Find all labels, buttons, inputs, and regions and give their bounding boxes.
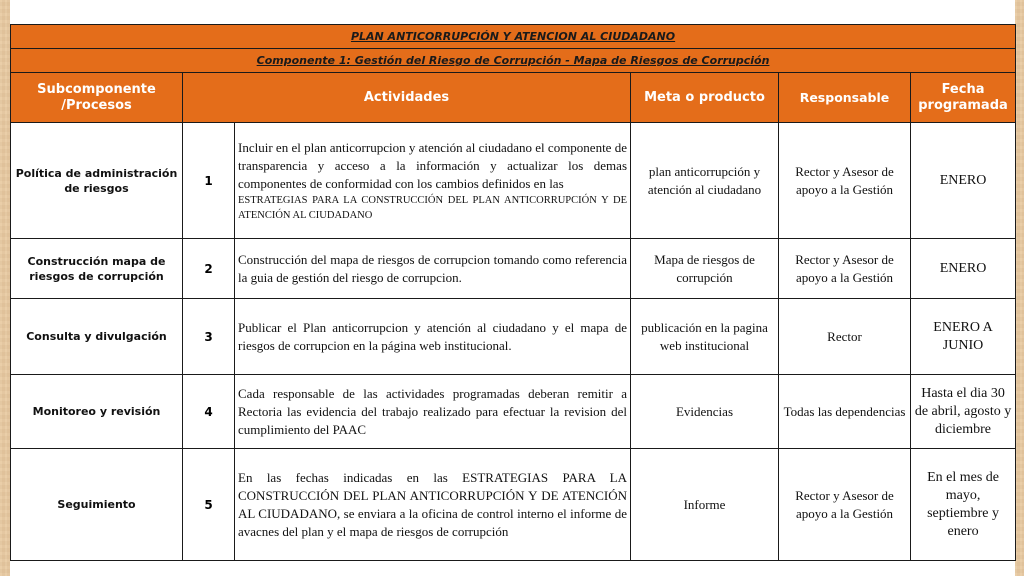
row-responsable: Rector y Asesor de apoyo a la Gestión bbox=[779, 239, 911, 299]
plan-title: PLAN ANTICORRUPCIÓN Y ATENCION AL CIUDADANO bbox=[11, 25, 1016, 49]
component-subtitle: Componente 1: Gestión del Riesgo de Corrupción - Mapa de Riesgos de Corrupción bbox=[11, 49, 1016, 73]
row-activity-caps: ESTRATEGIAS PARA LA CONSTRUCCIÓN DEL PLAN ANTICORRUPCIÓN Y DE ATENCIÓN AL CIUDADANO bbox=[238, 194, 627, 221]
col-header-actividades: Actividades bbox=[183, 73, 631, 123]
col-header-meta: Meta o producto bbox=[631, 73, 779, 123]
row-responsable: Rector y Asesor de apoyo a la Gestión bbox=[779, 449, 911, 561]
row-activity: Publicar el Plan anticorrupcion y atención al ciudadano y el mapa de riesgos de corrupcion en la página web institucional. bbox=[235, 299, 631, 375]
table-row bbox=[11, 299, 1016, 375]
row-process: Construcción mapa de riesgos de corrupción bbox=[11, 239, 183, 299]
row-number: 1 bbox=[183, 123, 235, 239]
anticorruption-plan-table bbox=[10, 24, 1016, 561]
row-number: 3 bbox=[183, 299, 235, 375]
row-responsable: Rector y Asesor de apoyo a la Gestión bbox=[779, 123, 911, 239]
table-row bbox=[11, 375, 1016, 449]
row-process: Monitoreo y revisión bbox=[11, 375, 183, 449]
row-activity bbox=[235, 123, 631, 239]
document-sheet bbox=[10, 0, 1015, 576]
table-row bbox=[11, 123, 1016, 239]
row-responsable: Todas las dependencias bbox=[779, 375, 911, 449]
table-row bbox=[11, 239, 1016, 299]
row-fecha: ENERO bbox=[911, 123, 1016, 239]
row-process: Consulta y divulgación bbox=[11, 299, 183, 375]
row-fecha: ENERO bbox=[911, 239, 1016, 299]
row-responsable: Rector bbox=[779, 299, 911, 375]
row-number: 2 bbox=[183, 239, 235, 299]
row-meta: Informe bbox=[631, 449, 779, 561]
row-activity: Construcción del mapa de riesgos de corrupcion tomando como referencia la guia de gestión del riesgo de corrupcion. bbox=[235, 239, 631, 299]
row-number: 5 bbox=[183, 449, 235, 561]
row-meta: Evidencias bbox=[631, 375, 779, 449]
row-meta: publicación en la pagina web institucional bbox=[631, 299, 779, 375]
row-process: Política de administración de riesgos bbox=[11, 123, 183, 239]
col-header-responsable: Responsable bbox=[779, 73, 911, 123]
table-row bbox=[11, 449, 1016, 561]
row-fecha: ENERO A JUNIO bbox=[911, 299, 1016, 375]
row-activity-text: Incluir en el plan anticorrupcion y atención al ciudadano el componente de transparencia y acceso a la información y actualizar los demas componentes de conformidad con los cambios definidos en las bbox=[238, 139, 627, 191]
row-activity: Cada responsable de las actividades programadas deberan remitir a Rectoria las evidencia del trabajo realizado para efectuar la revision del cumplimiento del PAAC bbox=[235, 375, 631, 449]
row-meta: plan anticorrupción y atención al ciudadano bbox=[631, 123, 779, 239]
row-activity: En las fechas indicadas en las ESTRATEGIAS PARA LA CONSTRUCCIÓN DEL PLAN ANTICORRUPCIÓN Y DE ATENCIÓN AL CIUDADANO, se enviara a la oficina de control interno el informe de avacnes del plan y el mapa de riesgos de corrupción bbox=[235, 449, 631, 561]
row-process: Seguimiento bbox=[11, 449, 183, 561]
col-header-subcomponente: Subcomponente /Procesos bbox=[11, 73, 183, 123]
row-number: 4 bbox=[183, 375, 235, 449]
row-fecha: Hasta el dia 30 de abril, agosto y diciembre bbox=[911, 375, 1016, 449]
row-meta: Mapa de riesgos de corrupción bbox=[631, 239, 779, 299]
row-fecha: En el mes de mayo, septiembre y enero bbox=[911, 449, 1016, 561]
col-header-fecha: Fecha programada bbox=[911, 73, 1016, 123]
